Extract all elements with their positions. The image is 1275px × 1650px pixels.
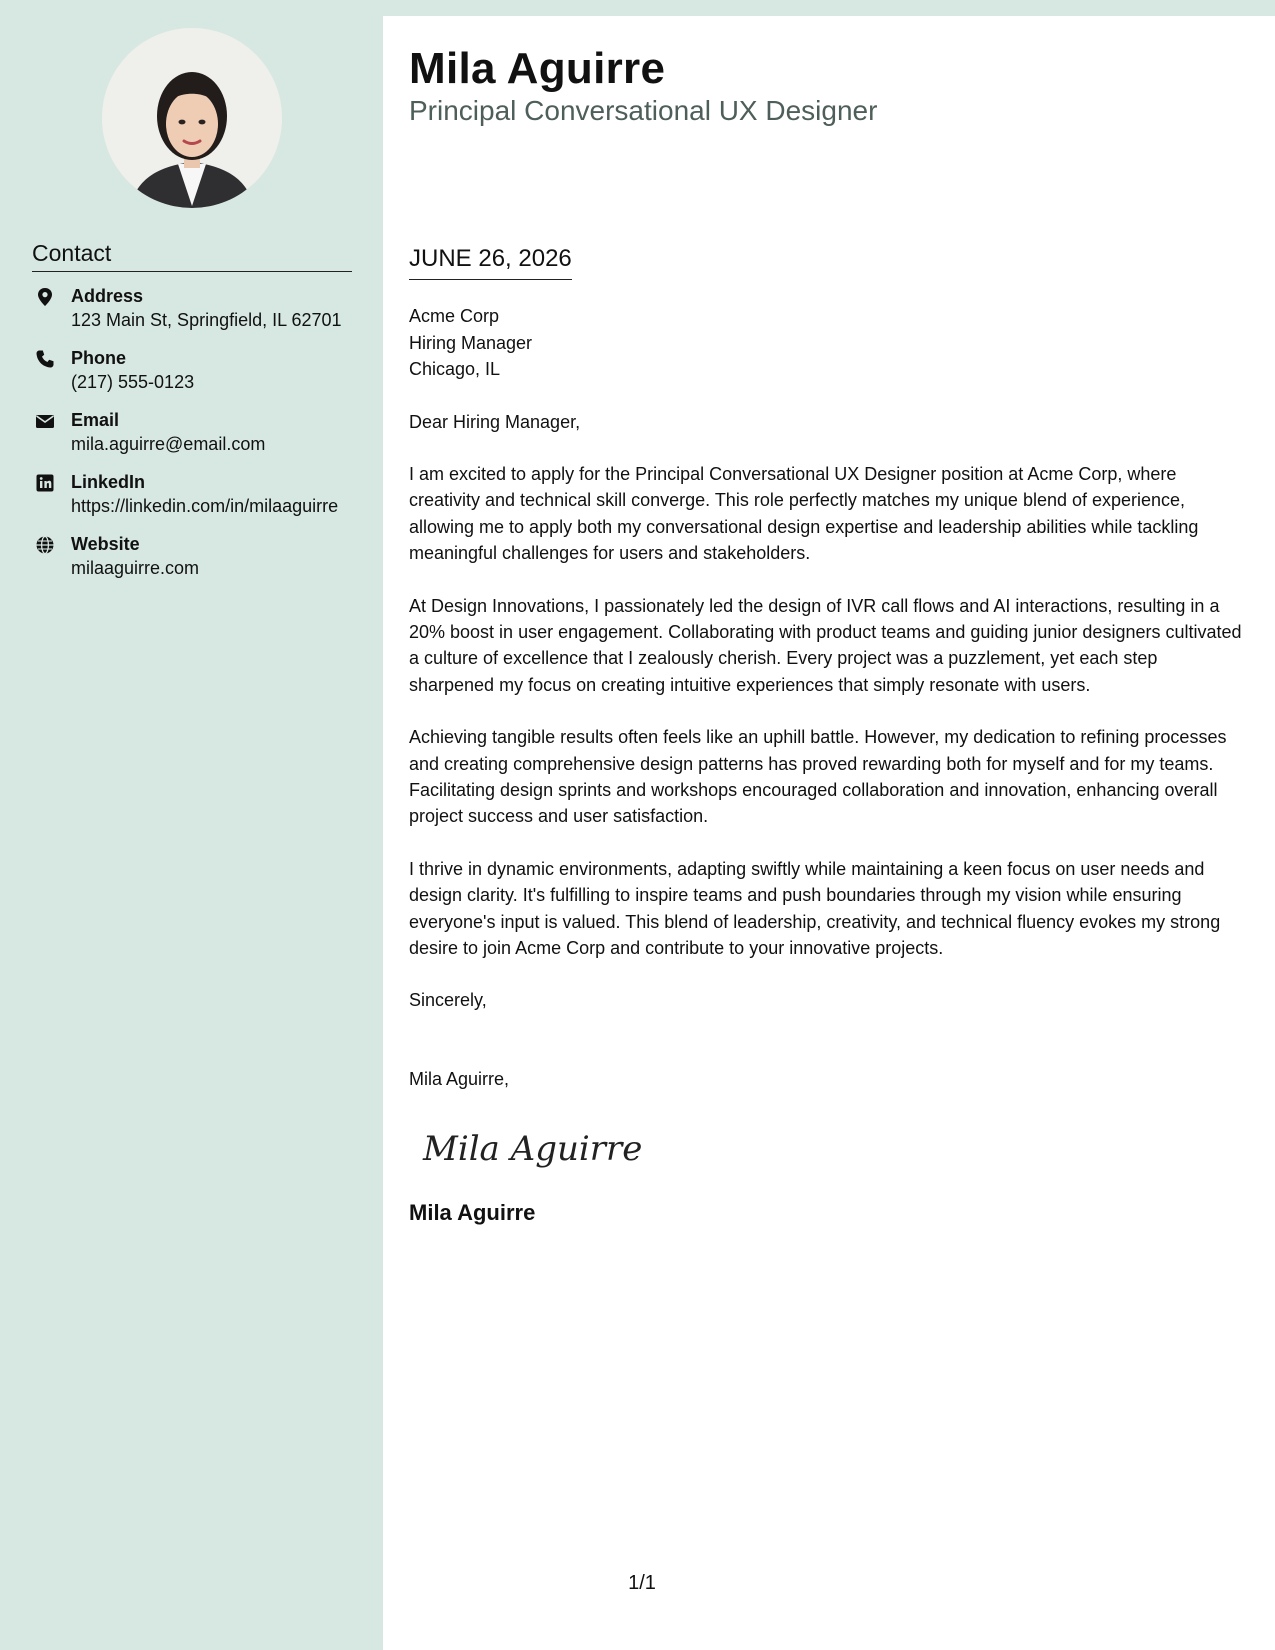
letter-paragraph: I thrive in dynamic environments, adapting swiftly while maintaining a keen focus on user needs and design clarity. It's fulfilling to inspire teams and push boundaries through my vision while ensuring everyone's input is valued. This blend of leadership, creativity, and technical fluency evokes my strong desire to join Acme Corp and contribute to your innovative projects. bbox=[409, 858, 1221, 958]
sign-off-name: Mila Aguirre, bbox=[409, 1068, 510, 1089]
letter-paragraph: At Design Innovations, I passionately led the design of IVR call flows and AI interactions, resulting in a 20% boost in user engagement. Collaborating with product teams and guiding junior designers cultivated a culture of excellence that I zealously cherish. Every project was a puzzlement, yet each step sharpened my focus on creating intuitive experiences that simply resonate with users. bbox=[409, 595, 1242, 695]
recipient-location: Chicago, IL bbox=[409, 359, 501, 379]
contact-item-email bbox=[32, 408, 354, 457]
contact-label: LinkedIn bbox=[71, 472, 146, 492]
contact-item-linkedin bbox=[32, 470, 354, 519]
avatar bbox=[102, 28, 282, 208]
contact-label: Phone bbox=[71, 348, 127, 368]
website-value[interactable]: milaaguirre.com bbox=[71, 558, 200, 578]
contact-label: Website bbox=[71, 534, 140, 554]
contact-item-website bbox=[32, 532, 354, 581]
email-value[interactable]: mila.aguirre@email.com bbox=[71, 434, 266, 454]
recipient-block bbox=[409, 303, 1244, 383]
contact-heading: Contact bbox=[32, 240, 352, 272]
map-pin-icon bbox=[35, 287, 55, 307]
printed-name: Mila Aguirre bbox=[409, 1199, 536, 1225]
contact-item-phone bbox=[32, 346, 354, 395]
contact-label: Email bbox=[71, 410, 120, 430]
phone-value: (217) 555-0123 bbox=[71, 372, 195, 392]
phone-icon bbox=[35, 349, 55, 369]
globe-icon bbox=[35, 535, 55, 555]
recipient-role: Hiring Manager bbox=[409, 332, 533, 353]
greeting: Dear Hiring Manager, bbox=[409, 411, 581, 432]
contact-label: Address bbox=[71, 286, 144, 306]
letter-date-wrap bbox=[409, 245, 572, 280]
contact-list bbox=[32, 284, 354, 594]
person-title: Principal Conversational UX Designer bbox=[409, 95, 878, 126]
letter-body bbox=[409, 303, 1244, 1226]
contact-item-address bbox=[32, 284, 354, 333]
envelope-icon bbox=[35, 411, 55, 431]
svg-text:Mila Aguirre: Mila Aguirre bbox=[423, 1129, 643, 1170]
letter-paragraph: I am excited to apply for the Principal Conversational UX Designer position at Acme Corp, where creativity and technical skill converge. This role perfectly matches my unique blend of experience, allowing me to apply both my conversational design expertise and leadership abilities while tackling meaningful challenges for users and stakeholders. bbox=[409, 463, 1199, 564]
linkedin-value[interactable]: https://linkedin.com/in/milaaguirre bbox=[71, 496, 339, 516]
signature bbox=[417, 1118, 657, 1178]
closing: Sincerely, bbox=[409, 990, 487, 1011]
linkedin-icon bbox=[35, 473, 55, 493]
page-number: 1/1 bbox=[628, 1572, 656, 1594]
letter-date: JUNE 26, 2026 bbox=[409, 245, 572, 280]
letter-paragraph: Achieving tangible results often feels like an uphill battle. However, my dedication to refining processes and creating comprehensive design patterns has proved rewarding both for myself and for my teams. Facilitating design sprints and workshops encouraged collaboration and innovation, enhancing overall project success and user satisfaction. bbox=[409, 727, 1227, 827]
person-name: Mila Aguirre bbox=[409, 44, 666, 93]
recipient-company: Acme Corp bbox=[409, 306, 500, 326]
address-value: 123 Main St, Springfield, IL 62701 bbox=[71, 310, 342, 330]
